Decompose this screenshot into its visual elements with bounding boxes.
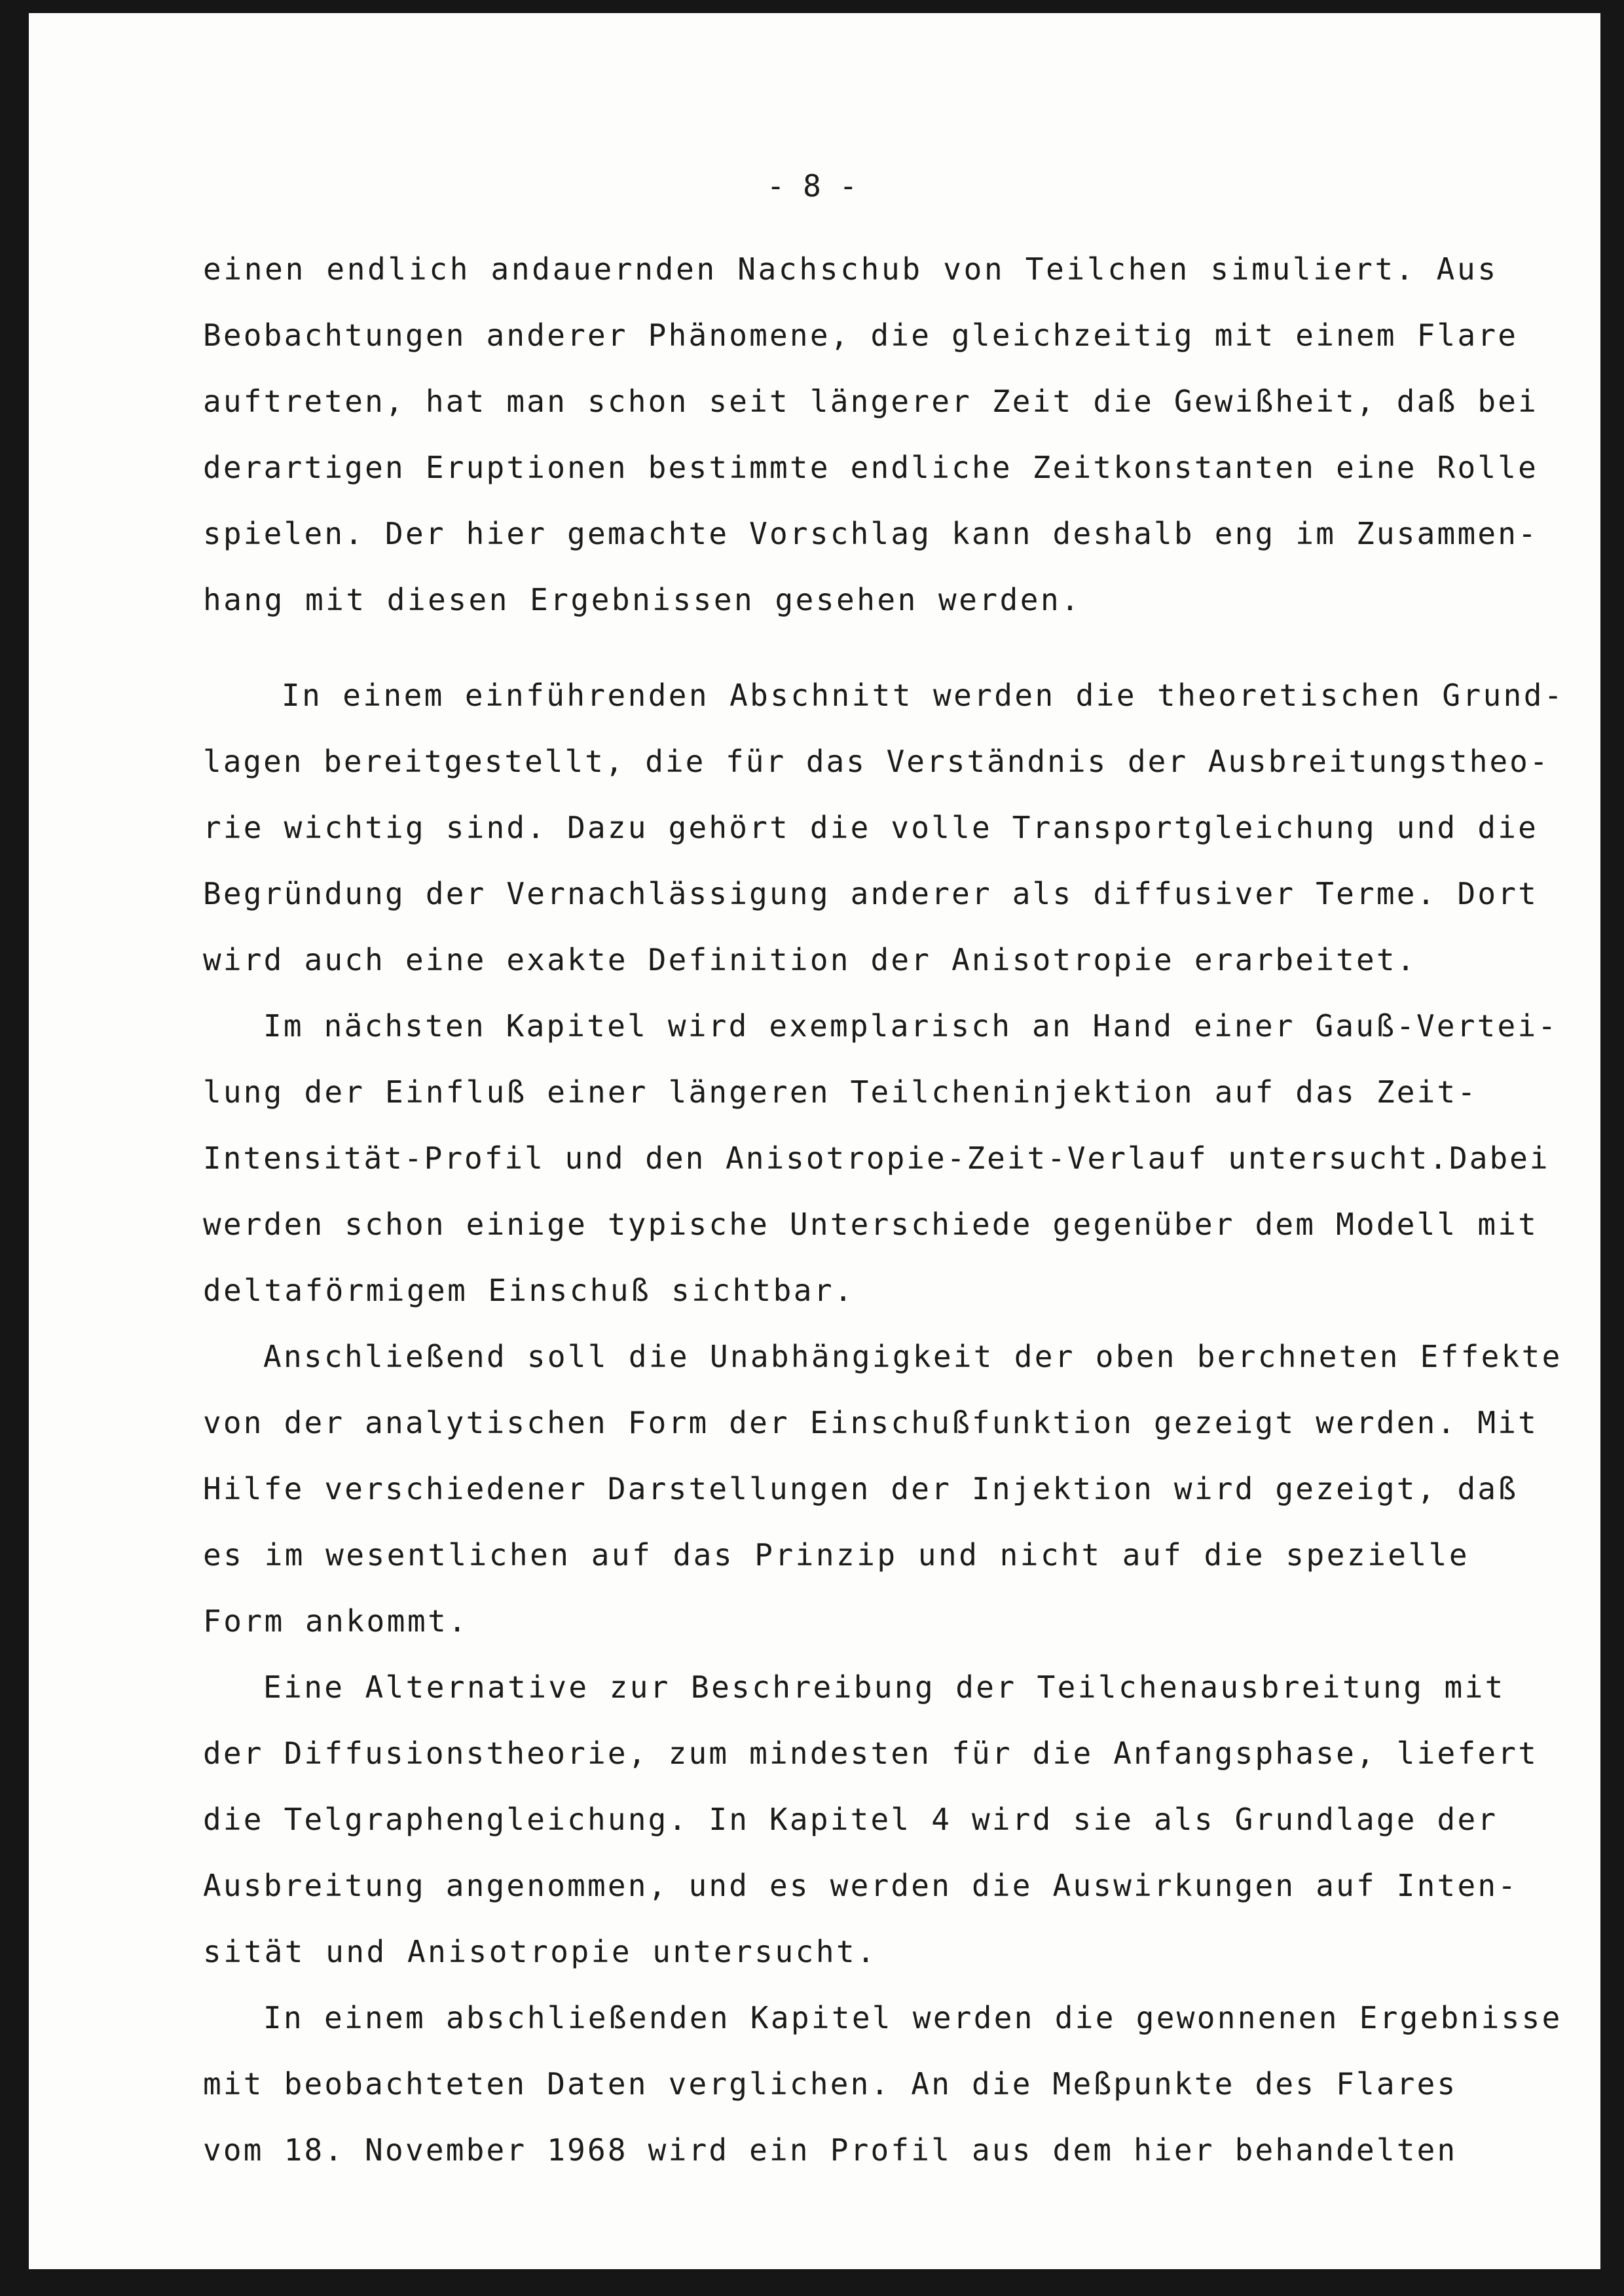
text-line-16: deltaförmigem Einschuß sichtbar. bbox=[203, 1273, 855, 1308]
text-line-6: hang mit diesen Ergebnissen gesehen werden. bbox=[203, 582, 1082, 617]
text-line-14: Intensität-Profil und den Anisotropie-Zeit-Verlauf untersucht.Dabei bbox=[203, 1140, 1550, 1176]
text-line-29: vom 18. November 1968 wird ein Profil aus dem hier behandelten bbox=[203, 2132, 1458, 2168]
text-line-17: Anschließend soll die Unabhängigkeit der oben berchneten Effekte bbox=[263, 1339, 1562, 1374]
text-line-9: rie wichtig sind. Dazu gehört die volle Transportgleichung und die bbox=[203, 810, 1539, 845]
text-line-4: derartigen Eruptionen bestimmte endliche Zeitkonstanten eine Rolle bbox=[203, 450, 1539, 485]
text-line-1: einen endlich andauernden Nachschub von Teilchen simuliert. Aus bbox=[203, 251, 1498, 287]
text-line-10: Begründung der Vernachlässigung anderer als diffusiver Terme. Dort bbox=[203, 876, 1539, 911]
text-line-20: es im wesentlichen auf das Prinzip und nicht auf die spezielle bbox=[203, 1537, 1470, 1573]
text-line-8: lagen bereitgestellt, die für das Verständnis der Ausbreitungstheo- bbox=[203, 744, 1550, 779]
text-line-5: spielen. Der hier gemachte Vorschlag kann deshalb eng im Zusammen- bbox=[203, 516, 1539, 551]
text-line-11: wird auch eine exakte Definition der Anisotropie erarbeitet. bbox=[203, 942, 1417, 977]
text-line-28: mit beobachteten Daten verglichen. An die Meßpunkte des Flares bbox=[203, 2066, 1458, 2102]
text-line-24: die Telgraphengleichung. In Kapitel 4 wird sie als Grundlage der bbox=[203, 1802, 1498, 1837]
text-line-2: Beobachtungen anderer Phänomene, die gleichzeitig mit einem Flare bbox=[203, 318, 1519, 353]
text-line-7: In einem einführenden Abschnitt werden die theoretischen Grund- bbox=[282, 678, 1564, 713]
page-number: - 8 - bbox=[766, 168, 858, 204]
text-line-3: auftreten, hat man schon seit längerer Zeit die Gewißheit, daß bei bbox=[203, 384, 1539, 419]
text-line-27: In einem abschließenden Kapitel werden die gewonnenen Ergebnisse bbox=[263, 2000, 1562, 2035]
text-line-22: Eine Alternative zur Beschreibung der Teilchenausbreitung mit bbox=[263, 1669, 1505, 1705]
text-line-18: von der analytischen Form der Einschußfunktion gezeigt werden. Mit bbox=[203, 1405, 1539, 1440]
text-line-25: Ausbreitung angenommen, und es werden die Auswirkungen auf Inten- bbox=[203, 1868, 1519, 1903]
text-line-13: lung der Einfluß einer längeren Teilcheninjektion auf das Zeit- bbox=[203, 1074, 1478, 1110]
text-line-23: der Diffusionstheorie, zum mindesten für die Anfangsphase, liefert bbox=[203, 1736, 1539, 1771]
text-line-12: Im nächsten Kapitel wird exemplarisch an Hand einer Gauß-Vertei- bbox=[263, 1008, 1559, 1044]
text-line-21: Form ankommt. bbox=[203, 1603, 469, 1639]
text-line-26: sität und Anisotropie untersucht. bbox=[203, 1934, 877, 1969]
text-line-19: Hilfe verschiedener Darstellungen der Injektion wird gezeigt, daß bbox=[203, 1471, 1519, 1506]
text-line-15: werden schon einige typische Unterschiede gegenüber dem Modell mit bbox=[203, 1207, 1539, 1242]
